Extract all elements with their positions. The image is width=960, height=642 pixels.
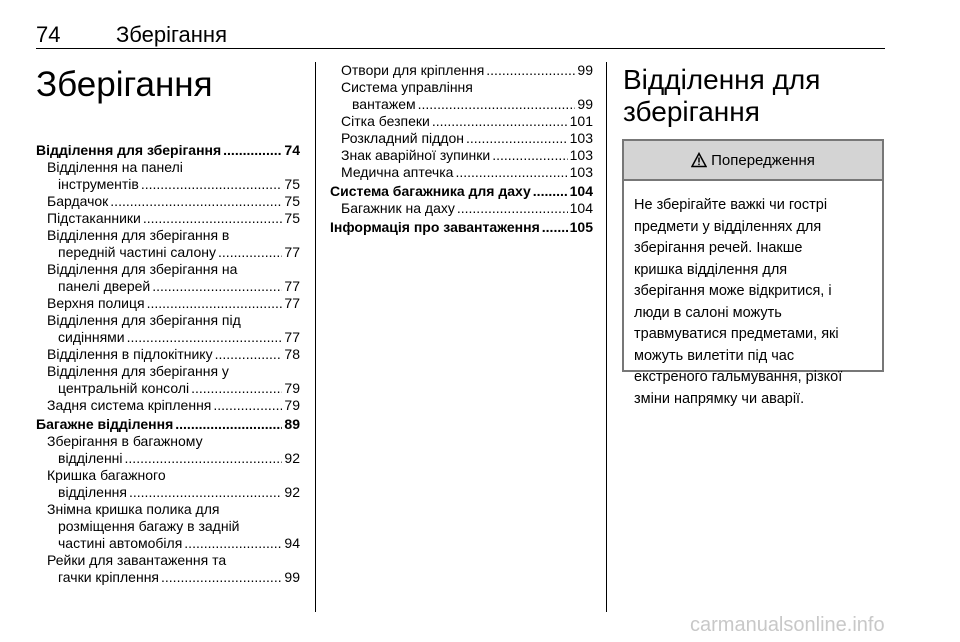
toc-entry[interactable] (330, 130, 593, 147)
section-title-line: Відділення для (623, 64, 821, 95)
toc-page-number: 105 (569, 219, 593, 235)
toc-page-number: 75 (284, 210, 300, 226)
page-number: 74 (36, 22, 61, 47)
toc-section-entry[interactable] (330, 219, 593, 236)
toc-page-number: 78 (284, 346, 300, 362)
toc-entry-text: Багажник на даху (341, 200, 455, 216)
toc-entry[interactable] (36, 552, 300, 586)
toc-entry[interactable] (330, 113, 593, 130)
toc-entry-text: Інформація про завантаження (330, 219, 540, 235)
running-title: Зберігання (116, 22, 227, 47)
warning-line: предмети у відділеннях для (634, 218, 822, 235)
dot-leader (492, 147, 567, 164)
toc-page-number: 77 (284, 244, 300, 260)
dot-leader (542, 219, 568, 236)
dot-leader (147, 295, 283, 312)
toc-entry-text: Знімна кришка полика для (47, 501, 220, 517)
warning-line: зберігання може відкритися, і (634, 283, 832, 299)
warning-line: зберігання речей. Інакше (634, 240, 803, 256)
toc-entry[interactable] (36, 467, 300, 501)
dot-leader (129, 484, 282, 501)
toc-entry-text: Зберігання в багажному (47, 433, 203, 449)
warning-line: екстреного гальмування, різкої (634, 369, 843, 385)
warning-heading: Попередження (711, 151, 815, 169)
toc-page-number: 94 (284, 535, 300, 551)
toc-page-number: 104 (569, 183, 593, 199)
dot-leader (161, 569, 282, 586)
toc-page-number: 103 (569, 147, 593, 163)
toc-entry-text: частині автомобіля (58, 535, 183, 551)
toc-entry-text: Медична аптечка (341, 164, 454, 180)
toc-column-2 (330, 62, 593, 236)
toc-entry[interactable] (36, 346, 300, 363)
warning-line: люди в салоні можуть (634, 304, 782, 321)
toc-entry[interactable] (36, 227, 300, 261)
toc-entry-text: Система багажника для даху (330, 183, 531, 199)
toc-page-number: 99 (284, 569, 300, 585)
dot-leader (110, 193, 282, 210)
dot-leader (152, 278, 282, 295)
toc-entry-text: розміщення багажу в задній (58, 518, 240, 534)
toc-page-number: 89 (284, 416, 300, 432)
dot-leader (127, 329, 283, 346)
toc-entry[interactable] (330, 79, 593, 113)
toc-entry[interactable] (36, 193, 300, 210)
toc-entry[interactable] (36, 210, 300, 227)
dot-leader (125, 450, 283, 467)
warning-line: травмуватися предметами, які (634, 326, 839, 342)
toc-page-number: 75 (284, 176, 300, 192)
toc-page-number: 99 (577, 62, 593, 78)
toc-page-number: 103 (569, 164, 593, 180)
toc-entry[interactable] (36, 159, 300, 193)
column-divider (315, 62, 316, 612)
warning-body (624, 181, 882, 410)
toc-entry[interactable] (36, 363, 300, 397)
toc-entry-text: Система управління (341, 79, 473, 95)
toc-page-number: 77 (284, 278, 300, 294)
toc-entry-text: сидіннями (58, 329, 125, 345)
dot-leader (223, 142, 282, 159)
toc-entry-text: Відділення в підлокітнику (47, 346, 213, 362)
column-divider (606, 62, 607, 612)
dot-leader (432, 113, 568, 130)
dot-leader (418, 96, 576, 113)
toc-entry-text: Задня система кріплення (47, 397, 212, 413)
toc-entry-text: Рейки для завантаження та (47, 552, 227, 568)
toc-entry[interactable] (36, 433, 300, 467)
toc-entry-text: Отвори для кріплення (341, 62, 485, 78)
warning-box (622, 139, 884, 407)
dot-leader (143, 210, 283, 227)
toc-entry-text: інструментів (58, 176, 139, 192)
toc-entry[interactable] (330, 147, 593, 164)
toc-page-number: 79 (284, 380, 300, 396)
dot-leader (533, 183, 568, 200)
dot-leader (141, 176, 283, 193)
toc-entry[interactable] (330, 200, 593, 217)
toc-page-number: 79 (284, 397, 300, 413)
toc-entry-text: Відділення на панелі (47, 159, 183, 175)
warning-header (624, 141, 882, 181)
warning-line: можуть вилетіти під час (634, 347, 795, 364)
toc-entry-text: Багажне відділення (36, 416, 174, 432)
warning-line: зміни напрямку чи аварії. (634, 390, 805, 407)
toc-entry-text: відділення (58, 484, 127, 500)
toc-page-number: 75 (284, 193, 300, 209)
section-title-line: зберігання (623, 96, 760, 127)
toc-page-number: 77 (284, 295, 300, 311)
dot-leader (457, 200, 568, 217)
toc-entry[interactable] (330, 164, 593, 181)
warning-triangle-icon (691, 152, 707, 168)
watermark: carmanualsonline.info (690, 614, 885, 636)
toc-entry-text: Сітка безпеки (341, 113, 430, 129)
toc-entry-text: Відділення для зберігання (36, 142, 222, 158)
toc-entry-text: Відділення для зберігання на (47, 261, 238, 277)
toc-column-1 (36, 140, 300, 586)
toc-page-number: 92 (284, 450, 300, 466)
warning-line: Не зберігайте важкі чи гострі (634, 197, 828, 213)
toc-entry-text: Відділення для зберігання в (47, 227, 230, 243)
toc-section-entry[interactable] (36, 142, 300, 159)
toc-section-entry[interactable] (330, 183, 593, 200)
toc-entry[interactable] (36, 312, 300, 346)
toc-entry[interactable] (36, 295, 300, 312)
chapter-title: Зберігання (36, 65, 213, 104)
toc-page-number: 74 (284, 142, 300, 158)
toc-entry-text: Верхня полиця (47, 295, 145, 311)
toc-page-number: 77 (284, 329, 300, 345)
toc-entry-text: Відділення для зберігання під (47, 312, 241, 328)
toc-page-number: 103 (569, 130, 593, 146)
warning-line: кришка відділення для (634, 261, 788, 278)
toc-entry-text: Розкладний піддон (341, 130, 464, 146)
toc-entry[interactable] (36, 261, 300, 295)
toc-entry-text: Кришка багажного (47, 467, 166, 483)
page-header (36, 22, 885, 49)
toc-entry[interactable] (36, 501, 300, 552)
toc-entry[interactable] (36, 397, 300, 414)
toc-page-number: 104 (569, 200, 593, 216)
dot-leader (486, 62, 575, 79)
toc-entry-text: Бардачок (47, 193, 109, 209)
dot-leader (213, 397, 282, 414)
toc-entry[interactable] (330, 62, 593, 79)
toc-entry-text: Відділення для зберігання у (47, 363, 229, 379)
toc-page-number: 101 (569, 113, 593, 129)
toc-page-number: 99 (577, 96, 593, 112)
dot-leader (191, 380, 282, 397)
toc-entry-text: вантажем (352, 96, 416, 112)
dot-leader (175, 416, 282, 433)
toc-entry-text: відділенні (58, 450, 123, 466)
toc-entry-text: центральній консолі (58, 380, 190, 396)
toc-entry-text: гачки кріплення (58, 569, 160, 585)
toc-entry-text: передній частині салону (58, 244, 217, 260)
toc-page-number: 92 (284, 484, 300, 500)
toc-section-entry[interactable] (36, 416, 300, 433)
dot-leader (184, 535, 282, 552)
dot-leader (218, 244, 282, 261)
dot-leader (455, 164, 567, 181)
section-title (623, 64, 820, 128)
toc-entry-text: панелі дверей (58, 278, 151, 294)
toc-entry-text: Знак аварійної зупинки (341, 147, 491, 163)
dot-leader (466, 130, 568, 147)
dot-leader (215, 346, 283, 363)
toc-entry-text: Підстаканники (47, 210, 141, 226)
